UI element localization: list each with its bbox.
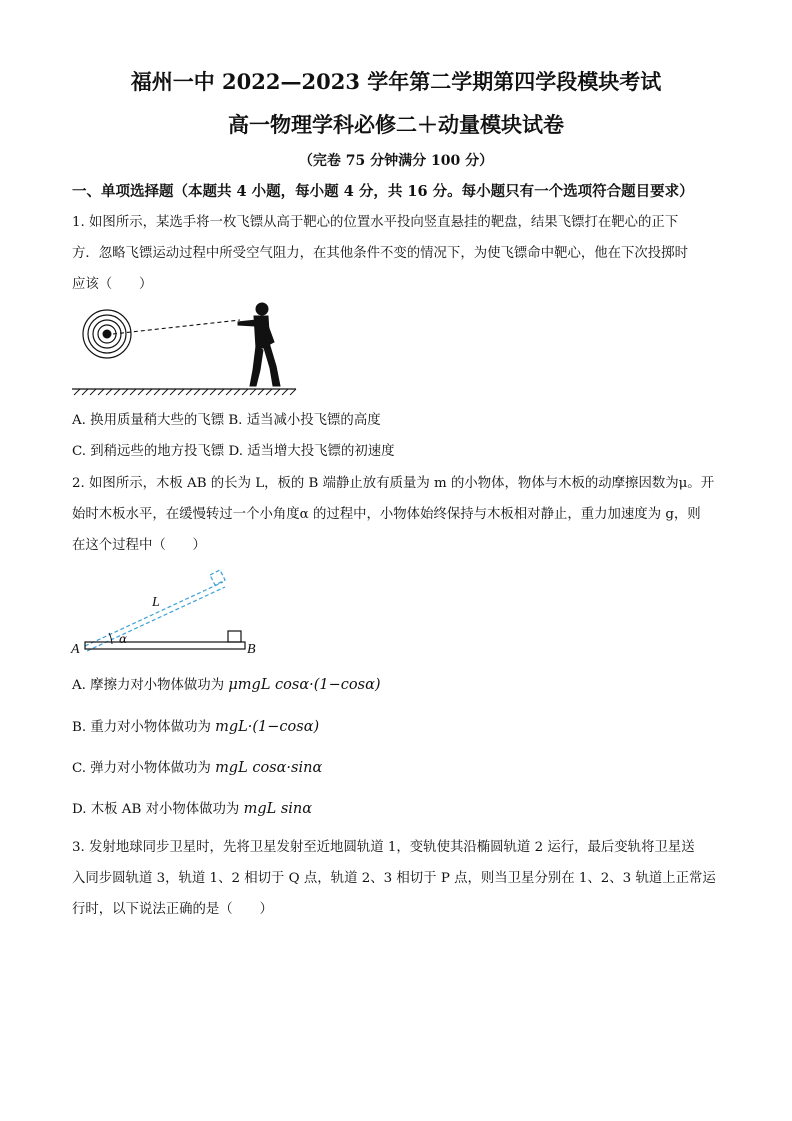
thrower-figure — [238, 303, 280, 386]
q1-option-cd: C. 到稍远些的地方投飞镖 D. 适当增大投飞镖的初速度 — [72, 444, 395, 459]
q3-stem-line-3: 行时，以下说法正确的是（ ） — [72, 902, 273, 917]
q1-stem-line-1: 1. 如图所示，某选手将一枚飞镖从高于靶心的位置水平投向竖直悬挂的靶盘，结果飞镖打在靶心的正下 — [72, 215, 679, 230]
q2-option-b: B. 重力对小物体做功为 mgL·(1−cosα) — [72, 719, 320, 735]
dart-path — [113, 320, 240, 334]
label-alpha: α — [119, 632, 128, 646]
dart-throw-figure — [70, 298, 300, 398]
q2-stem-line-1: 2. 如图所示，木板 AB 的长为 L，板的 B 端静止放有质量为 m 的小物体，物体与木板的动摩擦因数为μ。开 — [72, 476, 715, 491]
label-l: L — [152, 595, 160, 610]
page-subtitle: 高一物理学科必修二＋动量模块试卷 — [228, 112, 564, 137]
q2-option-d-formula: mgL sinα — [243, 801, 313, 817]
q2-option-d: D. 木板 AB 对小物体做功为 mgL sinα — [72, 801, 313, 817]
q3-stem-line-1: 3. 发射地球同步卫星时，先将卫星发射至近地圆轨道 1，变轨使其沿椭圆轨道 2 运行，最后变轨将卫星送 — [72, 840, 695, 855]
section-heading: 一、单项选择题（本题共 4 小题，每小题 4 分，共 16 分。每小题只有一个选项符合题目要求） — [72, 183, 694, 200]
q1-stem-line-3: 应该（ ） — [72, 277, 153, 292]
page-title: 福州一中 2022—2023 学年第二学期第四学段模块考试 — [130, 69, 662, 94]
rotated-board — [85, 570, 225, 651]
label-a: A — [71, 642, 80, 657]
exam-info: （完卷 75 分钟满分 100 分） — [298, 153, 494, 169]
q2-option-c-formula: mgL cosα·sinα — [215, 760, 323, 776]
q2-option-b-formula: mgL·(1−cosα) — [215, 719, 320, 735]
board-ab — [85, 642, 245, 649]
inclined-board-figure — [68, 562, 268, 662]
label-b: B — [247, 642, 256, 657]
small-block — [228, 631, 241, 642]
ground-hatching — [74, 389, 296, 395]
q2-option-a-formula: μmgL cosα·(1−cosα) — [228, 677, 381, 693]
q1-stem-line-2: 方．忽略飞镖运动过程中所受空气阻力，在其他条件不变的情况下，为使飞镖命中靶心，他在下次投掷时 — [72, 246, 688, 261]
q2-stem-line-3: 在这个过程中（ ） — [72, 538, 206, 553]
q2-option-a: A. 摩擦力对小物体做功为 μmgL cosα·(1−cosα) — [72, 677, 381, 693]
q2-option-c: C. 弹力对小物体做功为 mgL cosα·sinα — [72, 760, 323, 776]
q2-stem-line-2: 始时木板水平，在缓慢转过一个小角度α 的过程中，小物体始终保持与木板相对静止，重力加速度为 g，则 — [72, 507, 701, 522]
q1-option-ab: A. 换用质量稍大些的飞镖 B. 适当减小投飞镖的高度 — [72, 413, 381, 428]
q3-stem-line-2: 入同步圆轨道 3，轨道 1、2 相切于 Q 点，轨道 2、3 相切于 P 点，则当卫星分别在 1、2、3 轨道上正常运 — [72, 871, 716, 886]
bullseye — [103, 330, 112, 339]
